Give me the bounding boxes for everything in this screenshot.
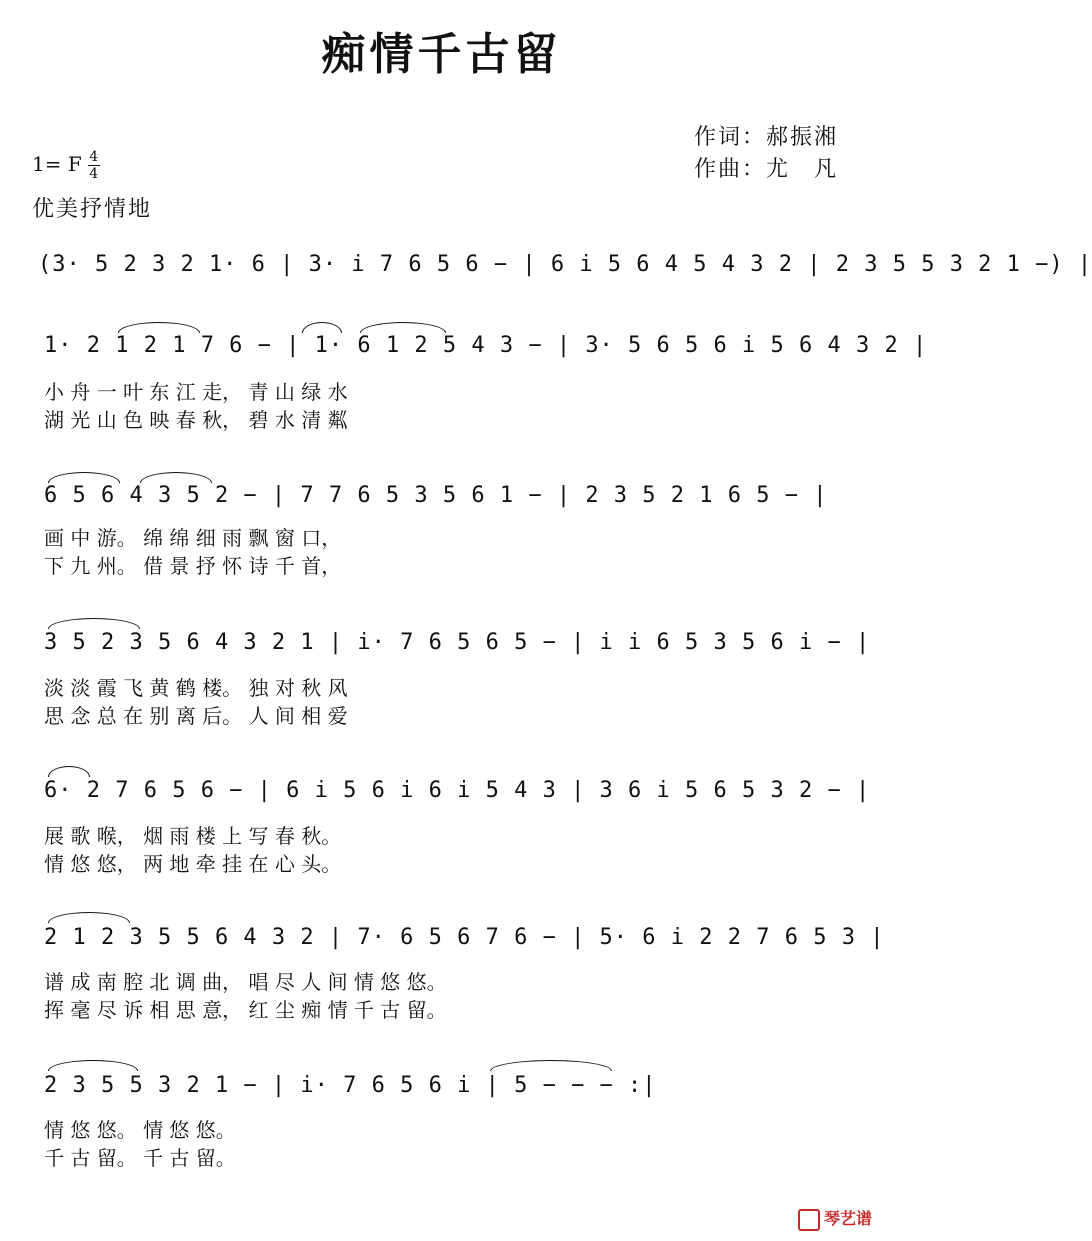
slur (48, 766, 90, 777)
notation-row: 3 5 2 3 5 6 4 3 2 1 | i· 7 6 5 6 5 − | i i 6 5 3 5 6 i − | (44, 630, 871, 655)
key-signature (32, 150, 100, 181)
page-title: 痴情千古留 (321, 29, 562, 80)
notation-row: 2 1 2 3 5 5 6 4 3 2 | 7· 6 5 6 7 6 − | 5· 6 i 2 2 7 6 5 3 | (44, 925, 885, 950)
watermark-text: 琴艺谱 (824, 1209, 873, 1228)
slur (360, 322, 446, 333)
time-signature (88, 150, 100, 181)
lyric-line: 谱 成 南 腔 北 调 曲， 唱 尽 人 间 情 悠 悠。 (44, 970, 447, 994)
lyric-line: 情 悠 悠。 情 悠 悠。 (44, 1118, 236, 1142)
tempo-marking: 优美抒情地 (32, 197, 153, 222)
time-bottom: 4 (89, 166, 99, 182)
notation-row: 6 5 6 4 3 5 2 − | 7 7 6 5 3 5 6 1 − | 2 3 5 2 1 6 5 − | (44, 483, 828, 508)
lyric-line: 思 念 总 在 别 离 后。 人 间 相 爱 (44, 704, 348, 728)
notation-row: 1· 2 1 2 1 7 6 − | 1· 6 1 2 5 4 3 − | 3· 5 6 5 6 i 5 6 4 3 2 | (44, 333, 928, 358)
time-top: 4 (89, 149, 99, 165)
slur (118, 322, 200, 333)
slur (48, 618, 140, 629)
slur (48, 912, 130, 923)
logo-icon (798, 1209, 820, 1231)
slur (490, 1060, 612, 1071)
slur (48, 1060, 138, 1071)
composer: 作曲：尤 凡 (694, 157, 839, 182)
lyric-line: 挥 毫 尽 诉 相 思 意， 红 尘 痴 情 千 古 留。 (44, 998, 447, 1022)
lyric-line: 千 古 留。 千 古 留。 (44, 1146, 236, 1170)
slur (48, 472, 120, 483)
lyricist: 作词：郝振湘 (694, 125, 839, 150)
lyric-line: 下 九 州。 借 景 抒 怀 诗 千 首， (44, 554, 342, 578)
lyric-line: 情 悠 悠， 两 地 牵 挂 在 心 头。 (44, 852, 342, 876)
watermark-logo (798, 1206, 872, 1231)
notation-row: (3· 5 2 3 2 1· 6 | 3· i 7 6 5 6 − | 6 i 5 6 4 5 4 3 2 | 2 3 5 5 3 2 1 −) | (38, 252, 1092, 277)
slur (302, 322, 342, 333)
lyric-line: 画 中 游。 绵 绵 细 雨 飘 窗 口， (44, 526, 342, 550)
slur (140, 472, 212, 483)
notation-row: 2 3 5 5 3 2 1 − | i· 7 6 5 6 i | 5 − − − :| (44, 1073, 657, 1098)
lyric-line: 淡 淡 霞 飞 黄 鹤 楼。 独 对 秋 风 (44, 676, 348, 700)
lyric-line: 小 舟 一 叶 东 江 走， 青 山 绿 水 (44, 380, 348, 404)
lyric-line: 湖 光 山 色 映 春 秋， 碧 水 清 粼 (44, 408, 348, 432)
notation-row: 6· 2 7 6 5 6 − | 6 i 5 6 i 6 i 5 4 3 | 3 6 i 5 6 5 3 2 − | (44, 778, 871, 803)
lyric-line: 展 歌 喉， 烟 雨 楼 上 写 春 秋。 (44, 824, 342, 848)
key-label: 1= F (32, 152, 82, 176)
